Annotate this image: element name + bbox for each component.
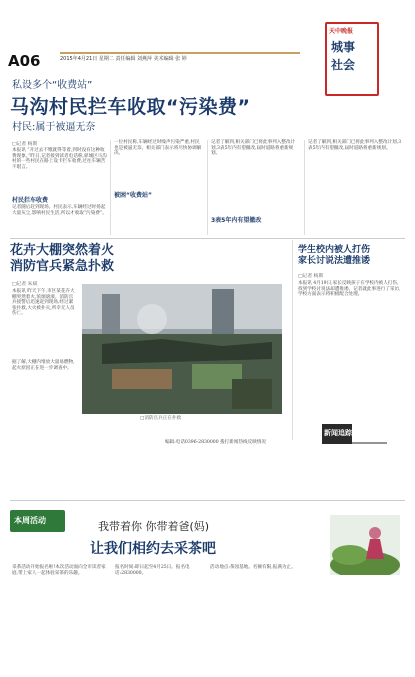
tea-headline-1: 我带着你 你带着爸(妈)	[98, 520, 210, 533]
brand-name: 天中晚报	[329, 28, 354, 35]
news-tracking-label: 新闻追踪	[324, 429, 352, 437]
column-rule	[207, 140, 208, 235]
lead-body-col1: 本报讯 “开过去不缴就得等着,到时没有这种收费现象。”昨日,记者接到读者电话称,驿城区马沟村的一些村民在路上设卡拦车收费,过往车辆苦不堪言。	[12, 148, 107, 170]
tea-body-col1: 采茶活动开始报名啦!本次活动面向全市读者家庭,带上家人一起体验采茶的乐趣。	[12, 565, 106, 576]
fire-photo-caption: □消防官兵正在扑救	[140, 416, 182, 421]
fire-note: 编辑:电话0396-2830000 拨打新闻热线反映情况	[165, 440, 267, 445]
fire-headline	[10, 243, 114, 275]
lead-byline: □记者 杨斯	[12, 142, 38, 147]
fire-headline-line2: 消防官兵紧急扑救	[10, 259, 115, 274]
student-headline-line1: 学生校内被人打伤	[298, 245, 371, 255]
student-body: 本报讯 4月19日,家长反映孩子在学校内被人打伤,找到学校讨说法却遭推诿。记者就此事进行了采访,学校方面表示将积极配合处理。	[298, 281, 401, 298]
lead-subhead-3: 3表5年内有望撤改	[211, 217, 262, 224]
date-line: 2015年4月21日 星期二 责任编辑 刘燕萍 美术编辑 张 婷	[60, 56, 187, 62]
section-divider	[10, 500, 405, 501]
tea-picker-illustration	[330, 515, 400, 575]
tea-body-col3: 活动地点:茶园基地。名额有限,报满为止。	[210, 565, 296, 570]
column-rule	[304, 140, 305, 235]
lead-headline: 马沟村民拦车收取“污染费”	[10, 96, 251, 118]
lead-body-col5: 记者了解到,相关部门已将此事列入整改计划,3表5年内有望撤改,届时道路将重新规划。	[308, 140, 402, 151]
lead-body-col2: 记者随后赶到现场。村民表示,车辆经过时扬起大量灰尘,影响村民生活,所以才收取“污染费”。	[12, 205, 107, 216]
lead-subhead-1: 村民拦车收费	[12, 197, 49, 204]
column-rule	[292, 240, 293, 440]
tea-body-col2: 报名时间:即日起至4月25日。报名电话:2830000。	[115, 565, 190, 576]
student-byline: □记者 杨斯	[298, 274, 324, 279]
lead-kicker: 私设多个“收费站”	[12, 80, 93, 91]
tea-headline-2: 让我们相约去采茶吧	[90, 541, 216, 557]
student-headline	[298, 245, 370, 267]
lead-deck: 村民:属于被逼无奈	[12, 122, 96, 133]
section-title-1: 城事	[331, 40, 356, 54]
lead-body-col4: 记者了解到,相关部门已将此事列入整改计划,3表5年内有望撤改,届时道路将重新规划。	[211, 140, 296, 157]
top-divider	[60, 52, 300, 54]
activity-tag: 本周活动	[14, 516, 46, 525]
fire-photo	[82, 284, 282, 414]
section-divider	[10, 238, 405, 239]
page-code: A06	[8, 52, 41, 70]
student-headline-line2: 家长讨说法遭推诿	[298, 256, 371, 266]
column-rule	[110, 140, 111, 235]
fire-byline: □记者 朱斌	[12, 282, 38, 287]
fire-body-col1: 本报讯 昨天下午,市区某花卉大棚突然着火,浓烟滚滚。消防官兵接警后迅速赶到现场,经过紧张扑救,大火被扑灭,所幸无人员伤亡。	[12, 289, 75, 317]
lead-subhead-2: 被困“收费站”	[114, 192, 152, 199]
lead-body-col3: 一位村民称,车辆经过时噪声污染严重,村民也是被逼无奈。相关部门表示将尽快协调解决。	[114, 140, 202, 157]
section-title-2: 社会	[331, 58, 356, 72]
fire-headline-line1: 花卉大棚突然着火	[10, 243, 115, 258]
fire-body-col2: 据了解,大棚内堆放大量易燃物,起火原因正在进一步调查中。	[12, 360, 75, 371]
section-logo	[325, 22, 379, 96]
